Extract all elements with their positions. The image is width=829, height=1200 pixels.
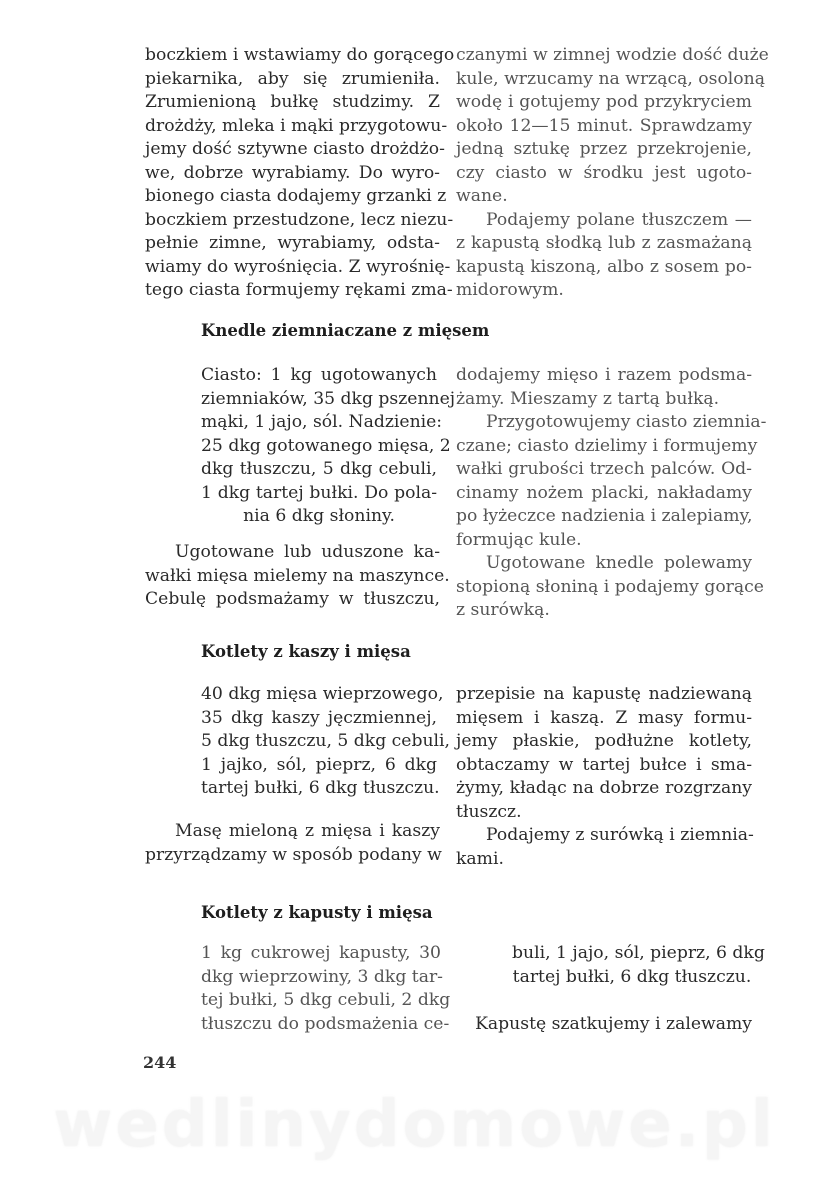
text-line: Przygotowujemy ciasto ziemnia- [486, 412, 767, 432]
text-line: Zrumienioną bułkę studzimy. Z [145, 92, 440, 112]
text-line: tłuszcz. [456, 801, 522, 822]
top-left-column [145, 44, 455, 303]
recipe2-ingredients [201, 683, 450, 801]
text-line: Ugotowane knedle polewamy [486, 553, 752, 573]
text-line: stopioną słoniną i podajemy gorące [456, 576, 764, 597]
text-line: wane. [456, 186, 508, 206]
text-line: midorowym. [456, 280, 564, 300]
recipe1-right-column [456, 364, 767, 623]
text-line: Kapustę szatkujemy i zalewamy [475, 1014, 752, 1034]
text-line: wałki grubości trzech palców. Od- [456, 459, 752, 479]
text-line: z surówką. [456, 600, 550, 620]
text-line: piekarnika, aby się zrumieniła. [145, 68, 440, 89]
text-line: Podajemy polane tłuszczem — [486, 209, 752, 230]
ingredient-line: mąki, 1 jajo, sól. Nadzienie: [201, 412, 443, 432]
ingredient-line: buli, 1 jajo, sól, pieprz, 6 dkg [512, 943, 765, 963]
text-line: Ugotowane lub uduszone ka- [175, 542, 440, 562]
ingredient-line: tartej bułki, 6 dkg tłuszczu. [512, 966, 752, 987]
text-line: cinamy nożem placki, nakładamy [456, 482, 752, 503]
recipe3-ingredients-left [201, 942, 451, 1036]
text-line: przepisie na kapustę nadziewaną [456, 684, 752, 704]
ingredient-line: 1 dkg tartej bułki. Do pola- [201, 482, 437, 503]
watermark: wedlinydomowe.pl [53, 1088, 776, 1162]
text-line: żymy, kładąc na dobrze rozgrzany [456, 778, 752, 798]
text-line: z kapustą słodką lub z zasmażaną [456, 233, 752, 253]
recipe2-right-column [456, 683, 752, 871]
top-right-column [456, 44, 769, 303]
text-line: mięsem i kaszą. Z masy formu- [456, 707, 752, 728]
ingredient-line: dkg tłuszczu, 5 dkg cebuli, [201, 459, 437, 479]
page-number: 244 [143, 1053, 177, 1072]
text-line: kule, wrzucamy na wrzącą, osoloną [456, 68, 765, 89]
text-line: jemy dość sztywne ciasto drożdżo- [145, 139, 445, 159]
ingredient-line: 1 jajko, sól, pieprz, 6 dkg [201, 754, 437, 775]
text-line: wiamy do wyrośnięcia. Z wyrośnię- [145, 256, 451, 277]
text-line: Cebulę podsmażamy w tłuszczu, [145, 589, 440, 609]
ingredient-line: dkg wieprzowiny, 3 dkg tar- [201, 966, 443, 987]
ingredient-line: nia 6 dkg słoniny. [243, 506, 395, 526]
text-line: przyrządzamy w sposób podany w [145, 844, 442, 865]
ingredient-line: tartej bułki, 6 dkg tłuszczu. [201, 778, 440, 798]
ingredient-line: tłuszczu do podsmażenia ce- [201, 1013, 450, 1034]
ingredient-line: Ciasto: 1 kg ugotowanych [201, 365, 437, 385]
ingredient-line: 40 dkg mięsa wieprzowego, [201, 684, 444, 704]
text-line: tego ciasta formujemy rękami zma- [145, 280, 453, 300]
text-line: boczkiem i wstawiamy do gorącego [145, 45, 455, 65]
ingredient-line: ziemniaków, 35 dkg pszennej [201, 388, 456, 409]
recipe2-left-paragraph [145, 820, 440, 867]
ingredient-line: 1 kg cukrowej kapusty, 30 [201, 943, 441, 963]
text-line: kami. [456, 848, 504, 869]
text-line: czy ciasto w środku jest ugoto- [456, 162, 752, 183]
text-line: jedną sztukę przez przekrojenie, [456, 139, 752, 159]
text-line: drożdży, mleka i mąki przygotowu- [145, 115, 448, 136]
text-line: po łyżeczce nadzienia i zalepiamy, [456, 506, 753, 526]
ingredient-line: tej bułki, 5 dkg cebuli, 2 dkg [201, 990, 451, 1010]
recipe3-right-paragraph [456, 1013, 752, 1037]
text-line: jemy płaskie, podłużne kotlety, [456, 731, 752, 751]
ingredient-line: 35 dkg kaszy jęczmiennej, [201, 707, 437, 728]
recipe1-left-paragraph [145, 541, 450, 612]
text-line: boczkiem przestudzone, lecz niezu- [145, 209, 454, 230]
recipe-title-kotlety-kasza: Kotlety z kaszy i mięsa [201, 642, 411, 661]
recipe1-ingredients [201, 364, 456, 529]
recipe-title-knedle: Knedle ziemniaczane z mięsem [201, 321, 490, 340]
text-line: żamy. Mieszamy z tartą bułką. [456, 388, 720, 409]
text-line: obtaczamy w tartej bułce i sma- [456, 754, 752, 775]
ingredient-line: 5 dkg tłuszczu, 5 dkg cebuli, [201, 731, 450, 751]
text-line: bionego ciasta dodajemy grzanki z [145, 186, 447, 206]
text-line: kapustą kiszoną, albo z sosem po- [456, 256, 752, 277]
text-line: formując kule. [456, 529, 582, 550]
text-line: czane; ciasto dzielimy i formujemy [456, 435, 758, 456]
recipe-title-kotlety-kapusta: Kotlety z kapusty i mięsa [201, 903, 433, 922]
text-line: wałki mięsa mielemy na maszynce. [145, 565, 450, 586]
recipe3-ingredients-right [512, 942, 765, 989]
text-line: około 12—15 minut. Sprawdzamy [456, 115, 752, 136]
text-line: czanymi w zimnej wodzie dość duże [456, 45, 769, 65]
ingredient-line: 25 dkg gotowanego mięsa, 2 [201, 435, 451, 456]
text-line: wodę i gotujemy pod przykryciem [456, 92, 752, 112]
text-line: pełnie zimne, wyrabiamy, odsta- [145, 233, 440, 253]
text-line: dodajemy mięso i razem podsma- [456, 365, 752, 385]
text-line: we, dobrze wyrabiamy. Do wyro- [145, 162, 440, 183]
text-line: Masę mieloną z mięsa i kaszy [175, 821, 440, 841]
text-line: Podajemy z surówką i ziemnia- [486, 825, 754, 845]
